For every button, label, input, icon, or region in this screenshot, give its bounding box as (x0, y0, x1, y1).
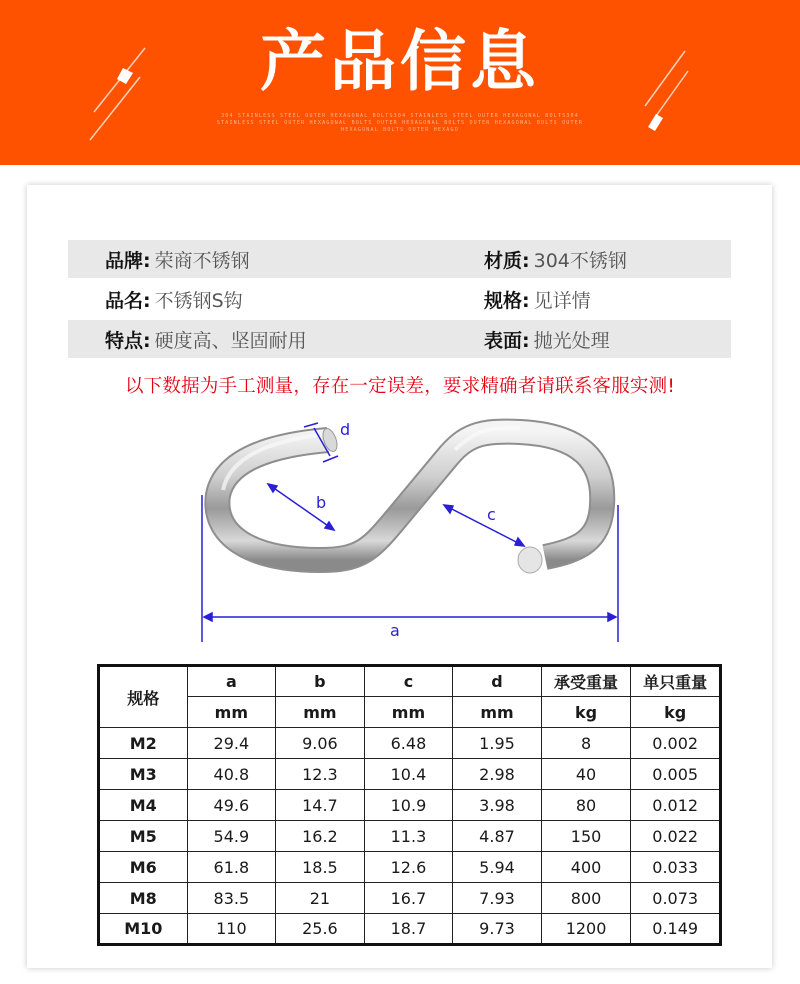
cell: 54.9 (187, 821, 276, 852)
product-name-label: 品名: (105, 289, 151, 312)
cell: 4.87 (453, 821, 542, 852)
cell: 400 (541, 852, 631, 883)
table-row (99, 790, 721, 821)
cell: 8 (541, 728, 631, 759)
dimension-label-a: a (390, 621, 400, 640)
cell: 18.7 (364, 914, 453, 945)
feature-label: 特点: (105, 329, 151, 352)
s-hook-icon (217, 427, 602, 573)
cell: 2.98 (453, 759, 542, 790)
cell: 0.022 (631, 821, 721, 852)
cell: 12.6 (364, 852, 453, 883)
table-row (99, 914, 721, 945)
header-banner (0, 0, 800, 165)
dimension-label-d: d (340, 420, 351, 439)
s-hook-diagram (190, 410, 630, 650)
cell-spec: M2 (99, 728, 188, 759)
banner-subtitle: 304 STAINLESS STEEL OUTER HEXAGONAL BOLTS304 STAINLESS STEEL OUTER HEXAGONAL BOLTS304 STAINLESS STEEL OUTER HEXAGONAL BOLTS OUTER HEXAGONAL BOLTS OUTER HEXAGONAL BOLTS OUTER HEXAGONAL BOLTS OUTER HEXAGO (216, 113, 584, 133)
dimension-label-b: b (316, 493, 327, 512)
cell: 0.002 (631, 728, 721, 759)
cell: 0.073 (631, 883, 721, 914)
cell: 0.005 (631, 759, 721, 790)
cell: 800 (541, 883, 631, 914)
spec-table (97, 664, 722, 946)
table-header-row (99, 666, 721, 697)
dimension-label-c: c (487, 505, 496, 524)
cell: 49.6 (187, 790, 276, 821)
material-value: 304不锈钢 (533, 249, 627, 272)
page-title: 产品信息 (260, 23, 540, 100)
cell: 1200 (541, 914, 631, 945)
cell: 110 (187, 914, 276, 945)
table-row (99, 852, 721, 883)
info-row-brand-material (68, 240, 731, 278)
cell: 7.93 (453, 883, 542, 914)
decorative-slash-right-icon (620, 40, 720, 150)
cell: 21 (276, 883, 365, 914)
header-d: d (453, 666, 542, 697)
cell-spec: M10 (99, 914, 188, 945)
brand-value: 荣商不锈钢 (154, 249, 250, 272)
cell: 29.4 (187, 728, 276, 759)
table-row (99, 821, 721, 852)
cell: 61.8 (187, 852, 276, 883)
table-row (99, 759, 721, 790)
cell: 0.149 (631, 914, 721, 945)
brand-label: 品牌: (105, 249, 151, 272)
cell: 12.3 (276, 759, 365, 790)
measurement-notice: 以下数据为手工测量，存在一定误差，要求精确者请联系客服实测! (125, 376, 675, 397)
cell: 11.3 (364, 821, 453, 852)
cell: 9.73 (453, 914, 542, 945)
cell: 10.4 (364, 759, 453, 790)
header-weight: 单只重量 (631, 666, 721, 697)
header-c: c (364, 666, 453, 697)
unit-b: mm (276, 697, 365, 728)
product-name-value: 不锈钢S钩 (154, 289, 243, 312)
cell: 40.8 (187, 759, 276, 790)
cell-spec: M3 (99, 759, 188, 790)
cell: 40 (541, 759, 631, 790)
unit-weight: kg (631, 697, 721, 728)
feature-value: 硬度高、坚固耐用 (154, 329, 307, 352)
surface-label: 表面: (484, 329, 530, 352)
cell: 1.95 (453, 728, 542, 759)
header-a: a (187, 666, 276, 697)
info-row-name-spec (68, 280, 731, 318)
header-spec: 规格 (99, 666, 188, 728)
info-row-feature-surface (68, 320, 731, 358)
cell: 150 (541, 821, 631, 852)
cell: 9.06 (276, 728, 365, 759)
table-units-row (99, 697, 721, 728)
unit-load: kg (541, 697, 631, 728)
table-row (99, 883, 721, 914)
cell-spec: M4 (99, 790, 188, 821)
cell-spec: M6 (99, 852, 188, 883)
cell: 6.48 (364, 728, 453, 759)
cell: 18.5 (276, 852, 365, 883)
unit-a: mm (187, 697, 276, 728)
cell: 16.2 (276, 821, 365, 852)
unit-c: mm (364, 697, 453, 728)
surface-value: 抛光处理 (533, 329, 610, 352)
cell: 3.98 (453, 790, 542, 821)
unit-d: mm (453, 697, 542, 728)
header-b: b (276, 666, 365, 697)
table-row (99, 728, 721, 759)
cell: 16.7 (364, 883, 453, 914)
cell: 14.7 (276, 790, 365, 821)
cell: 0.033 (631, 852, 721, 883)
cell: 0.012 (631, 790, 721, 821)
cell-spec: M8 (99, 883, 188, 914)
cell-spec: M5 (99, 821, 188, 852)
cell: 83.5 (187, 883, 276, 914)
cell: 25.6 (276, 914, 365, 945)
spec-value: 见详情 (533, 289, 591, 312)
cell: 10.9 (364, 790, 453, 821)
header-load: 承受重量 (541, 666, 631, 697)
material-label: 材质: (484, 249, 530, 272)
cell: 80 (541, 790, 631, 821)
spec-label: 规格: (484, 289, 530, 312)
cell: 5.94 (453, 852, 542, 883)
